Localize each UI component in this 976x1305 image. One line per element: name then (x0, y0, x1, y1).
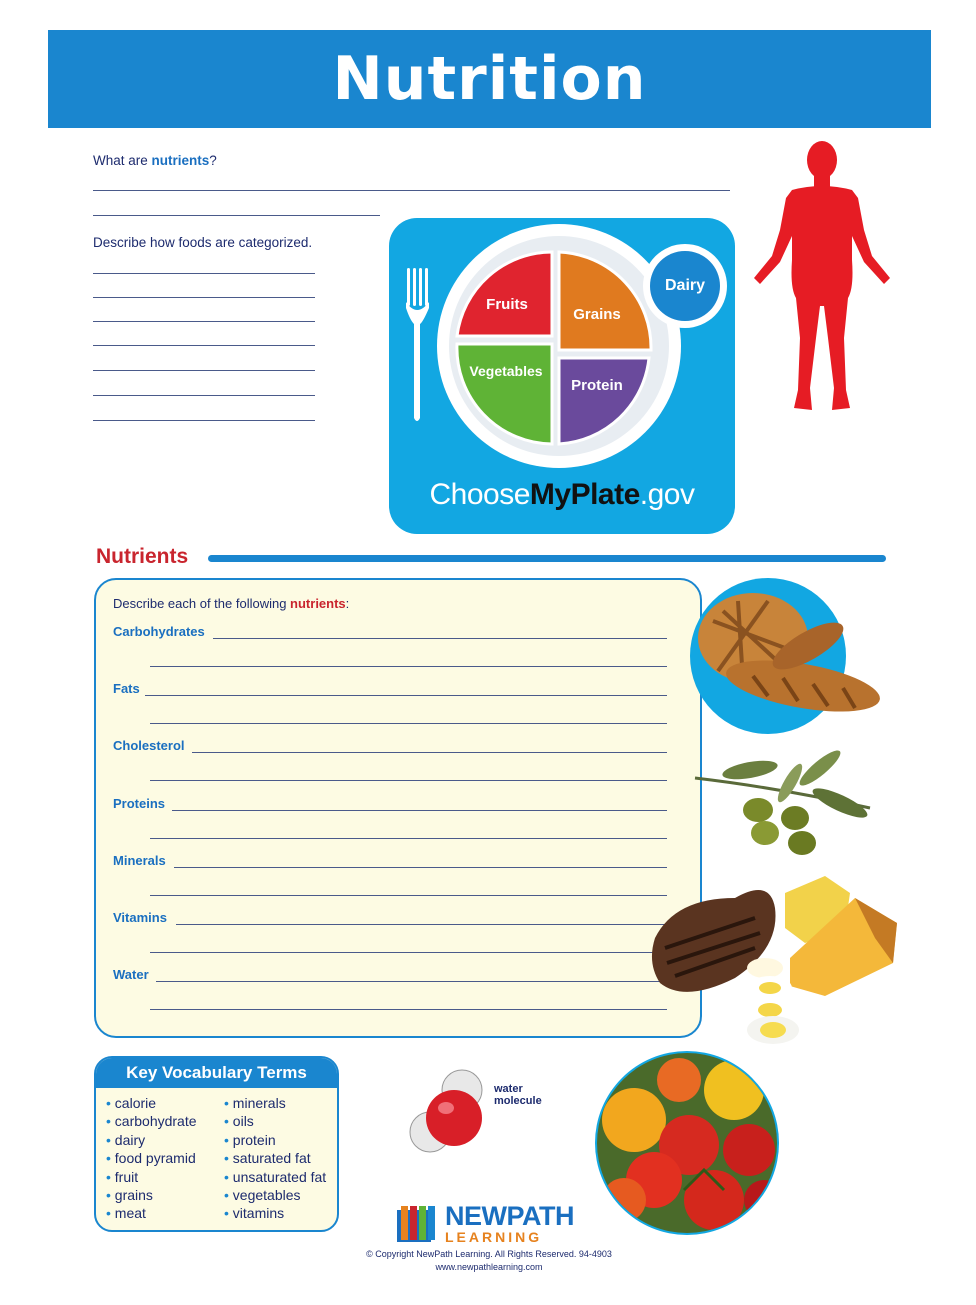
question-nutrients (93, 153, 217, 168)
nutrient-label-vitamins: Vitamins (113, 910, 167, 925)
protein-label: Protein (571, 377, 623, 394)
protein-foods-image (645, 868, 905, 1053)
dairy-label: Dairy (664, 277, 706, 294)
vocab-term: • grains (106, 1186, 224, 1204)
copyright-text: © Copyright NewPath Learning. All Rights Reserved. 94-4903 (366, 1249, 612, 1259)
vocabulary-column (224, 1094, 326, 1223)
vocab-term: • fruit (106, 1168, 224, 1186)
vocab-term: • vegetables (224, 1186, 326, 1204)
nutrient-label-cholesterol: Cholesterol (113, 738, 185, 753)
answer-line[interactable] (93, 273, 315, 274)
question-keyword: nutrients (151, 153, 210, 168)
fruits-vegetables-image (594, 1050, 780, 1236)
fruits-label: Fruits (486, 296, 528, 313)
answer-line[interactable] (93, 420, 315, 421)
water-molecule-label: water molecule (494, 1083, 542, 1107)
vocabulary-title: Key Vocabulary Terms (96, 1058, 337, 1088)
vocab-term: • calorie (106, 1094, 224, 1112)
logo-subword: LEARNING (445, 1229, 543, 1245)
question-punct: ? (209, 153, 217, 168)
water-molecule-icon (408, 1068, 494, 1158)
answer-line[interactable] (150, 666, 667, 667)
answer-line[interactable] (150, 838, 667, 839)
answer-line[interactable] (150, 780, 667, 781)
answer-line[interactable] (93, 297, 315, 298)
vocab-term: • protein (224, 1131, 326, 1149)
nutrient-label-carbohydrates: Carbohydrates (113, 624, 205, 639)
vocab-term: • food pyramid (106, 1149, 224, 1167)
heading-rule (208, 555, 886, 562)
olives-image (690, 748, 880, 858)
answer-line[interactable] (145, 695, 667, 696)
answer-line[interactable] (172, 810, 667, 811)
nutrients-heading: Nutrients (96, 545, 189, 568)
vocab-term: • oils (224, 1112, 326, 1130)
nutrients-instructions: Describe each of the following nutrients: (113, 596, 350, 611)
answer-line[interactable] (150, 895, 667, 896)
newpath-logo (395, 1203, 574, 1244)
answer-line[interactable] (93, 395, 315, 396)
answer-line[interactable] (156, 981, 667, 982)
question-categorized: Describe how foods are categorized. (93, 235, 313, 250)
fork-icon (406, 268, 429, 421)
answer-line[interactable] (174, 867, 667, 868)
vocab-term: • minerals (224, 1094, 326, 1112)
myplate-card (389, 218, 735, 534)
answer-line[interactable] (93, 370, 315, 371)
copyright-notice (300, 1248, 678, 1274)
answer-line[interactable] (150, 1009, 667, 1010)
title-banner (48, 30, 931, 128)
answer-line[interactable] (93, 321, 315, 322)
nutrients-panel (94, 578, 702, 1038)
answer-line[interactable] (192, 752, 667, 753)
answer-line[interactable] (150, 952, 667, 953)
human-body-silhouette (752, 138, 892, 418)
nutrient-label-fats: Fats (113, 681, 140, 696)
website-link[interactable]: www.newpathlearning.com (435, 1262, 543, 1272)
vegetables-label: Vegetables (469, 363, 543, 379)
myplate-graphic (389, 218, 735, 478)
answer-line[interactable] (176, 924, 667, 925)
vocab-term: • saturated fat (224, 1149, 326, 1167)
answer-line[interactable] (93, 190, 730, 191)
nutrient-label-proteins: Proteins (113, 796, 166, 811)
book-logo-icon (395, 1204, 439, 1244)
answer-line[interactable] (93, 215, 380, 216)
vocab-term: • carbohydrate (106, 1112, 224, 1130)
answer-line[interactable] (93, 345, 315, 346)
question-text: What are (93, 153, 152, 168)
answer-line[interactable] (150, 723, 667, 724)
grains-label: Grains (573, 306, 621, 323)
bread-image (683, 576, 883, 736)
page-title: Nutrition (332, 44, 647, 114)
vocab-term: • meat (106, 1204, 224, 1222)
answer-line[interactable] (213, 638, 667, 639)
vocabulary-column (106, 1094, 224, 1223)
myplate-brand: ChooseMyPlate.gov (429, 478, 695, 511)
vocab-term: • vitamins (224, 1204, 326, 1222)
logo-wordmark: NEWPATH (445, 1201, 574, 1231)
vocab-term: • unsaturated fat (224, 1168, 326, 1186)
vocabulary-box (94, 1056, 339, 1232)
nutrient-label-water: Water (113, 967, 149, 982)
nutrient-label-minerals: Minerals (113, 853, 166, 868)
vocab-term: • dairy (106, 1131, 224, 1149)
